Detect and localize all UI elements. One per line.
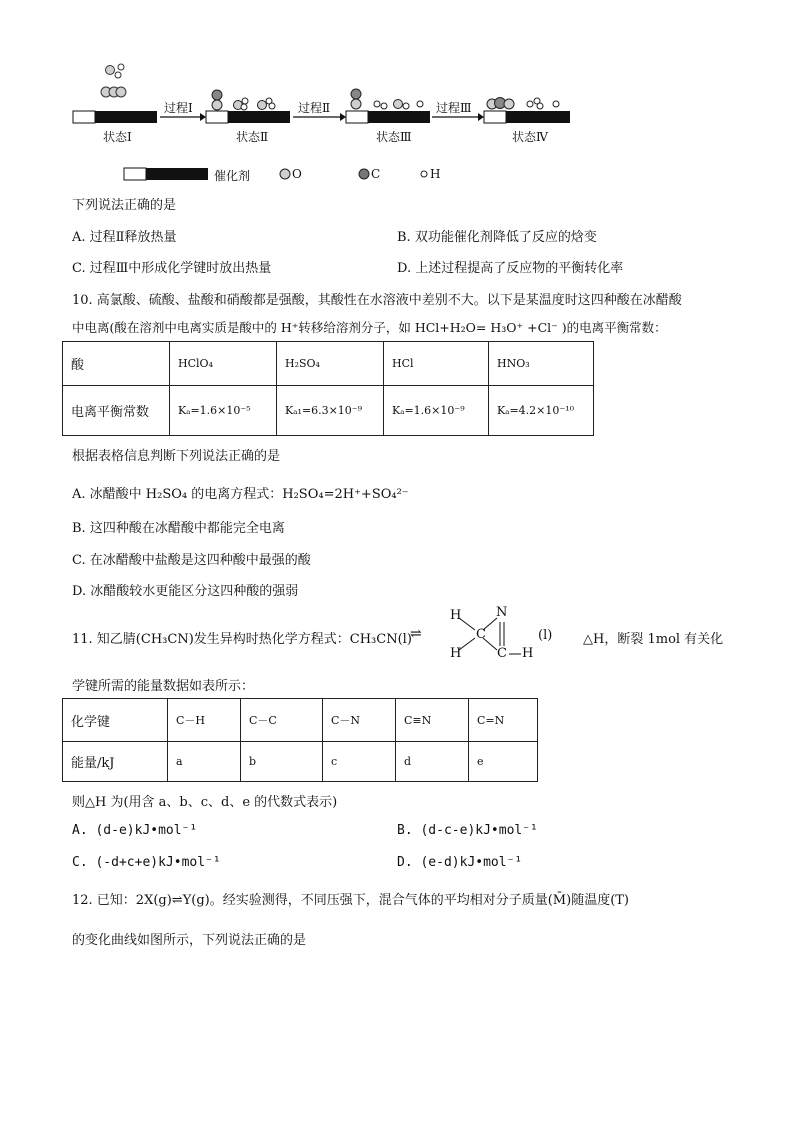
q11-bond-energy-table [62, 698, 538, 782]
table-row [63, 742, 538, 782]
q11-stem-line1-a: 11. 知乙腈(CH₃CN)发生异构时热化学方程式：CH₃CN(l) [72, 632, 412, 647]
q11-stem-line1-b: (l) [538, 628, 553, 643]
q11-prompt: 则△H 为(用含 a、b、c、d、e 的代数式表示) [72, 795, 338, 810]
table-row [63, 699, 538, 742]
q10-option-d[interactable]: D. 冰醋酸较水更能区分这四种酸的强弱 [72, 584, 299, 599]
molecule-c-right: C [497, 646, 507, 661]
q9-option-b[interactable]: B. 双功能催化剂降低了反应的焓变 [397, 230, 597, 245]
q11-option-b[interactable]: B. (d-c-e)kJ•mol⁻¹ [397, 823, 538, 838]
legend-h-label: H [430, 167, 441, 181]
molecule-h-bottom: H [450, 646, 462, 661]
table-cell: a [168, 742, 241, 782]
legend-o-icon [280, 169, 290, 179]
table-cell: b [241, 742, 323, 782]
table-cell: C－H [168, 699, 241, 742]
molecule-c-left: C [476, 627, 486, 642]
legend-catalyst-label: 催化剂 [214, 169, 251, 183]
q11-stem-line2: 学键所需的能量数据如表所示： [72, 679, 255, 694]
q9-option-d[interactable]: D. 上述过程提高了反应物的平衡转化率 [397, 261, 624, 276]
table-row [63, 342, 594, 386]
table-cell: H₂SO₄ [277, 342, 384, 386]
table-cell: 化学键 [63, 699, 168, 742]
catalysis-process-diagram [0, 0, 794, 195]
table-cell: C－N [323, 699, 396, 742]
table-cell: C=N [469, 699, 538, 742]
state-label-1: 状态Ⅰ [103, 130, 132, 144]
q10-constant-table [62, 341, 594, 436]
catalyst-state-2 [206, 90, 290, 123]
table-cell: HClO₄ [170, 342, 277, 386]
table-cell: 能量/kJ [63, 742, 168, 782]
table-cell: c [323, 742, 396, 782]
q10-option-a[interactable]: A. 冰醋酸中 H₂SO₄ 的电离方程式：H₂SO₄=2H⁺+SO₄²⁻ [72, 487, 409, 502]
molecule-h-top: H [450, 608, 462, 623]
table-cell: Kₐ=1.6×10⁻⁵ [170, 386, 277, 436]
molecule-n: N [496, 605, 508, 620]
state-label-4: 状态Ⅳ [512, 130, 548, 144]
legend-catalyst-swatch [124, 168, 208, 180]
process-label-2: 过程Ⅱ [298, 101, 331, 115]
q10-stem-line2: 中电离(酸在溶剂中电离实质是酸中的 H⁺转移给溶剂分子，如 HCl+H₂O= H₃O⁺ +Cl⁻ )的电离平衡常数： [72, 320, 667, 335]
table-cell: d [396, 742, 469, 782]
q9-option-c[interactable]: C. 过程Ⅲ中形成化学键时放出热量 [72, 261, 272, 276]
q12-stem-line2: 的变化曲线如图所示，下列说法正确的是 [72, 933, 307, 948]
table-cell: 酸 [63, 342, 170, 386]
table-cell: HCl [384, 342, 489, 386]
legend-c-label: C [371, 167, 381, 181]
q11-option-c[interactable]: C. (-d+c+e)kJ•mol⁻¹ [72, 855, 221, 870]
q11-option-d[interactable]: D. (e-d)kJ•mol⁻¹ [397, 855, 523, 870]
table-cell: Kₐ=1.6×10⁻⁹ [384, 386, 489, 436]
legend-c-icon [359, 169, 369, 179]
q10-option-c[interactable]: C. 在冰醋酸中盐酸是这四种酸中最强的酸 [72, 553, 311, 568]
free-molecules [101, 64, 126, 97]
q9-option-a[interactable]: A. 过程Ⅱ释放热量 [72, 230, 177, 245]
process-label-3: 过程Ⅲ [436, 101, 472, 115]
table-row [63, 386, 594, 436]
molecule-h-right: H [522, 646, 534, 661]
q11-equilibrium-arrow: ⇌ [410, 626, 422, 642]
q10-prompt: 根据表格信息判断下列说法正确的是 [72, 449, 281, 464]
state-label-3: 状态Ⅲ [376, 130, 412, 144]
q11-stem-line1-c: △H，断裂 1mol 有关化 [583, 632, 724, 647]
state-label-2: 状态Ⅱ [236, 130, 269, 144]
table-cell: HNO₃ [489, 342, 594, 386]
catalyst-state-4 [484, 98, 570, 124]
legend-h-icon [421, 171, 427, 177]
catalyst-state-3 [346, 89, 430, 123]
q12-stem-line1: 12. 已知：2X(g)⇌Y(g)。经实验测得，不同压强下，混合气体的平均相对分子质量(M̄)随温度(T) [72, 893, 630, 908]
q9-prompt: 下列说法正确的是 [72, 198, 177, 213]
table-cell: C－C [241, 699, 323, 742]
table-cell: C≡N [396, 699, 469, 742]
catalyst-state-1 [73, 111, 157, 123]
q10-stem-line1: 10. 高氯酸、硫酸、盐酸和硝酸都是强酸，其酸性在水溶液中差别不大。以下是某温度时这四种酸在冰醋酸 [72, 293, 682, 308]
table-cell: Kₐ₁=6.3×10⁻⁹ [277, 386, 384, 436]
q11-option-a[interactable]: A. (d-e)kJ•mol⁻¹ [72, 823, 198, 838]
table-cell: e [469, 742, 538, 782]
legend-o-label: O [292, 167, 302, 181]
process-label-1: 过程Ⅰ [164, 101, 193, 115]
table-cell: 电离平衡常数 [63, 386, 170, 436]
q10-option-b[interactable]: B. 这四种酸在冰醋酸中都能完全电离 [72, 521, 285, 536]
table-cell: Kₐ=4.2×10⁻¹⁰ [489, 386, 594, 436]
